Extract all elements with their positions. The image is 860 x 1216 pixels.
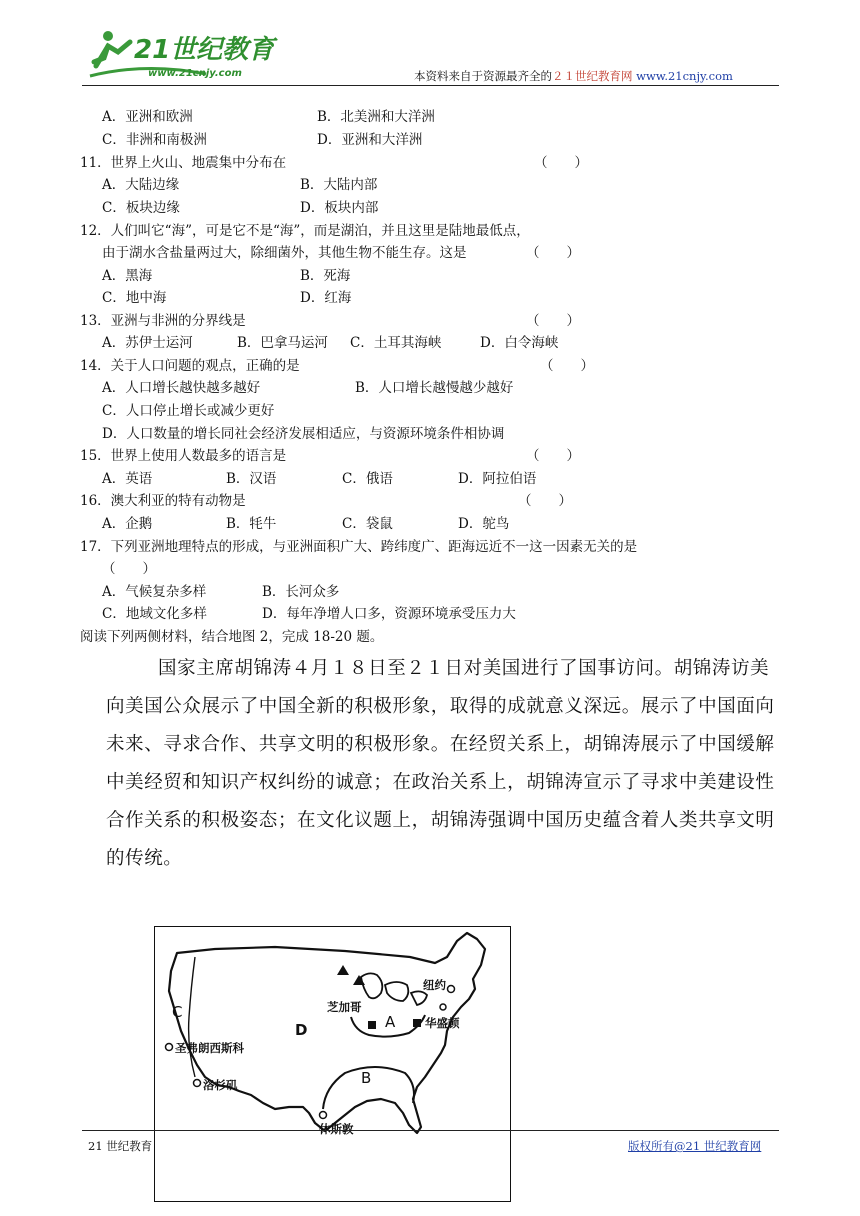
footer-copyright-link[interactable]: 版权所有@21 世纪教育网 [628, 1139, 762, 1153]
q16-stem: 16．澳大利亚的特有动物是 [80, 493, 246, 509]
q17-option-b: B．长河众多 [262, 584, 340, 600]
q12-option-d: D．红海 [300, 290, 352, 306]
svg-text:www.21cnjy.com: www.21cnjy.com [148, 68, 242, 79]
q14-option-c: C．人口停止增长或减少更好 [102, 403, 275, 419]
square-marker-chicago [368, 1021, 376, 1029]
q11-option-c: C．板块边缘 [102, 200, 180, 216]
map-city-washington: 华盛顿 [425, 1016, 460, 1030]
us-map-figure [154, 926, 511, 1202]
map-city-chicago: 芝加哥 [327, 1000, 362, 1014]
square-marker-dc [413, 1019, 421, 1027]
q16-option-c: C．袋鼠 [342, 516, 393, 532]
q12-stem-line2: 由于湖水含盐量两过大，除细菌外，其他生物不能生存。这是 [102, 245, 467, 261]
q17-option-c: C．地域文化多样 [102, 606, 207, 622]
q14-option-b: B．人口增长越慢越少越好 [355, 380, 514, 396]
q16-answer-paren: （ ） [518, 493, 572, 509]
q13-option-b: B．巴拿马运河 [237, 335, 328, 351]
q12-answer-paren: （ ） [526, 245, 580, 261]
q11-option-d: D．板块内部 [300, 200, 379, 216]
us-border-outline [169, 933, 485, 1133]
q17-stem: 17．下列亚洲地理特点的形成，与亚洲面积广大、跨纬度广、距海远近不一这一因素无关的是 [80, 539, 638, 555]
q13-option-d: D．白令海峡 [480, 335, 559, 351]
q14-option-a: A．人口增长越快越多越好 [102, 380, 261, 396]
city-dot-ny [448, 986, 455, 993]
q11-answer-paren: （ ） [534, 155, 588, 171]
q11-option-b: B．大陆内部 [300, 177, 378, 193]
runner-logo-icon [86, 22, 286, 84]
city-dot-la [194, 1080, 201, 1087]
q15-option-c: C．俄语 [342, 471, 393, 487]
footer-rule [82, 1130, 779, 1131]
q15-answer-paren: （ ） [526, 448, 580, 464]
q16-option-b: B．牦牛 [226, 516, 277, 532]
header-source-note: 本资料来自于资源最齐全的２１世纪教育网 www.21cnjy.com [414, 69, 733, 83]
q12-option-c: C．地中海 [102, 290, 167, 306]
q12-option-b: B．死海 [300, 268, 351, 284]
q11-option-a: A．大陆边缘 [102, 177, 180, 193]
q16-option-d: D．鸵鸟 [458, 516, 510, 532]
reading-instruction: 阅读下列两侧材料，结合地图 2，完成 18-20 题。 [80, 629, 384, 645]
city-dot-dc [440, 1004, 446, 1010]
q10-option-b: B．北美洲和大洋洲 [317, 109, 435, 125]
us-outline-map [155, 927, 510, 1201]
map-city-los-angeles: 洛杉矶 [203, 1078, 238, 1092]
q12-stem-line1: 12．人们叫它“海”，可是它不是“海”，而是湖泊，并且这里是陆地最低点， [80, 223, 530, 239]
city-dot-houston [320, 1112, 327, 1119]
q13-option-c: C．土耳其海峡 [350, 335, 442, 351]
q15-option-b: B．汉语 [226, 471, 277, 487]
map-label-c: C [172, 1003, 183, 1021]
map-label-a: A [385, 1013, 396, 1031]
q14-answer-paren: （ ） [540, 358, 594, 374]
map-city-san-francisco: 圣弗朗西斯科 [175, 1041, 244, 1055]
q10-option-a: A．亚洲和欧洲 [102, 109, 193, 125]
q12-option-a: A．黑海 [102, 268, 153, 284]
map-city-new-york: 纽约 [423, 978, 446, 992]
header-rule [82, 85, 779, 86]
q15-option-a: A．英语 [102, 471, 153, 487]
q13-stem: 13．亚洲与非洲的分界线是 [80, 313, 246, 329]
q13-option-a: A．苏伊士运河 [102, 335, 193, 351]
map-label-b: B [361, 1069, 372, 1087]
q15-option-d: D．阿拉伯语 [458, 471, 537, 487]
q17-option-d: D．每年净增人口多，资源环境承受压力大 [262, 606, 516, 622]
q15-stem: 15．世界上使用人数最多的语言是 [80, 448, 287, 464]
map-label-d: D [295, 1021, 308, 1039]
q14-stem: 14．关于人口问题的观点，正确的是 [80, 358, 300, 374]
city-dot-sf [166, 1044, 173, 1051]
q16-option-a: A．企鹅 [102, 516, 153, 532]
footer-left-text: 21 世纪教育 [88, 1139, 153, 1153]
q17-option-a: A．气候复杂多样 [102, 584, 207, 600]
site-logo [86, 22, 286, 84]
svg-text:21世纪教育: 21世纪教育 [134, 35, 275, 65]
passage-text: 国家主席胡锦涛４月１８日至２１日对美国进行了国事访问。胡锦涛访美向美国公众展示了中国全新的积极形象，取得的成就意义深远。展示了中国面向未来、寻求合作、共享文明的积极形象。在经贸关系上，胡锦涛展示了中国缓解中美经贸和知识产权纠纷的诚意；在政治关系上，胡锦涛宣示了寻求中美建设性合作关系的积极姿态；在文化议题上，胡锦涛强调中国历史蕴含着人类共享文明的传统。 [106, 658, 775, 869]
great-lakes [361, 973, 427, 1005]
q14-option-d: D．人口数量的增长同社会经济发展相适应，与资源环境条件相协调 [102, 426, 505, 442]
q13-answer-paren: （ ） [526, 313, 580, 329]
q17-answer-paren: （ ） [102, 561, 156, 577]
q10-option-c: C．非洲和南极洲 [102, 132, 207, 148]
map-city-houston: 休斯敦 [319, 1122, 354, 1136]
mountain-marker-1 [337, 965, 349, 975]
reading-passage [106, 650, 778, 878]
q10-option-d: D．亚洲和大洋洲 [317, 132, 423, 148]
q11-stem: 11．世界上火山、地震集中分布在 [80, 155, 287, 171]
